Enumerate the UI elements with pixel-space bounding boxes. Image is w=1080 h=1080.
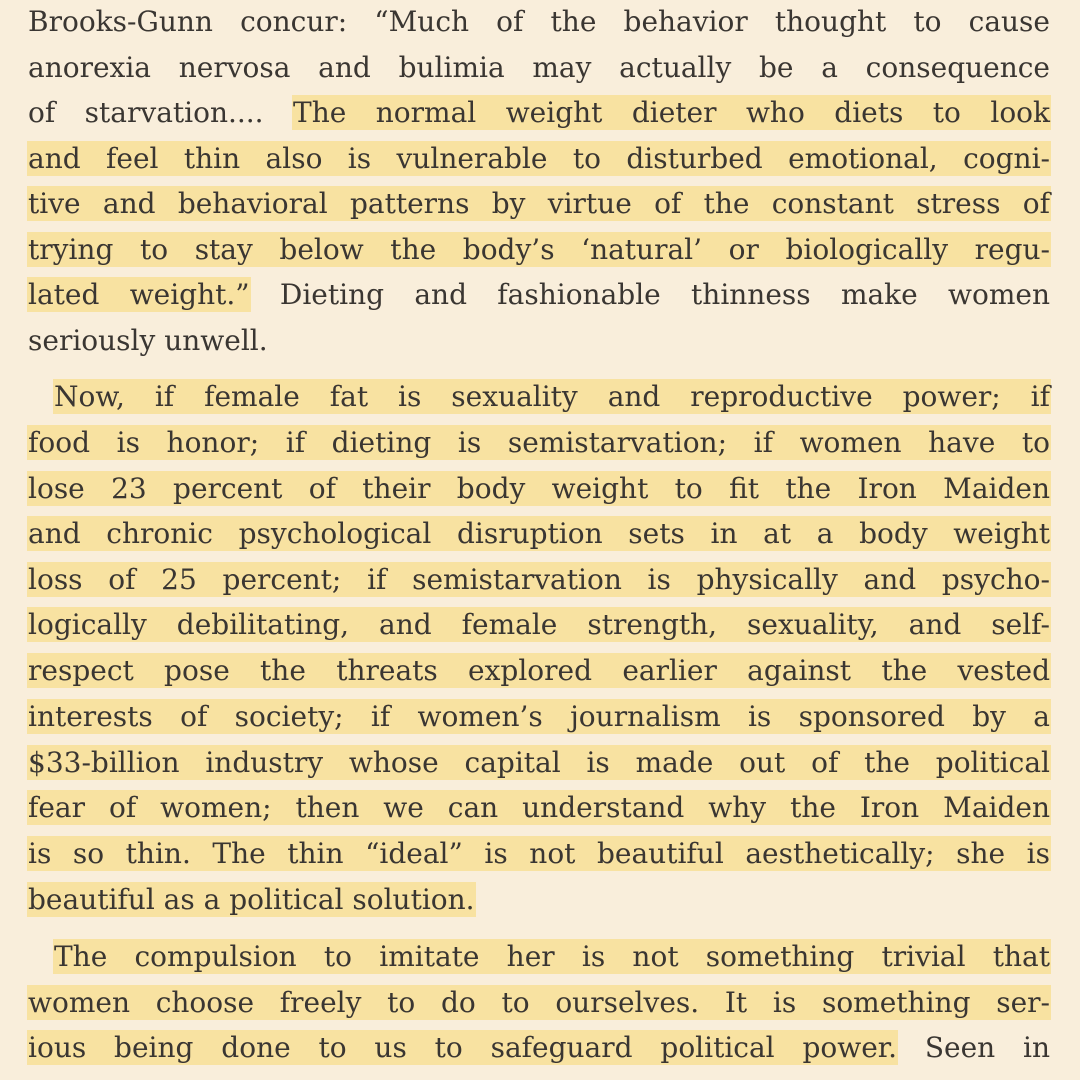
highlighted-text[interactable]: and chronic psychological disruption sets in at a body weight bbox=[28, 517, 1050, 550]
text-line bbox=[28, 1025, 1050, 1071]
text-line bbox=[28, 374, 1050, 420]
text-line bbox=[28, 272, 1050, 318]
highlighted-text[interactable]: beautiful as a political solution. bbox=[28, 883, 475, 916]
highlighted-text[interactable]: interests of society; if women’s journalism is sponsored by a bbox=[28, 700, 1050, 733]
text-line bbox=[28, 90, 1050, 136]
text-line bbox=[28, 136, 1050, 182]
highlighted-text[interactable]: respect pose the threats explored earlier against the vested bbox=[28, 654, 1050, 687]
text-line bbox=[28, 227, 1050, 273]
highlighted-text[interactable]: Now, if female fat is sexuality and reproductive power; if bbox=[54, 380, 1050, 413]
text-line bbox=[28, 466, 1050, 512]
text-line bbox=[28, 877, 1050, 923]
text-line bbox=[28, 980, 1050, 1026]
plain-text: of starvation.... bbox=[28, 96, 294, 129]
highlighted-text[interactable]: women choose freely to do to ourselves. It is something ser- bbox=[28, 986, 1050, 1019]
plain-text: anorexia nervosa and bulimia may actually be a consequence bbox=[28, 51, 1050, 84]
highlighted-text[interactable]: $33-billion industry whose capital is made out of the political bbox=[28, 746, 1050, 779]
highlighted-text[interactable]: trying to stay below the body’s ‘natural’ or biologically regu- bbox=[28, 233, 1050, 266]
text-line bbox=[28, 602, 1050, 648]
text-line bbox=[28, 0, 1050, 45]
highlighted-text[interactable]: ious being done to us to safeguard political power. bbox=[28, 1031, 897, 1064]
highlighted-text[interactable]: lated weight.” bbox=[28, 278, 250, 311]
text-line bbox=[28, 740, 1050, 786]
highlighted-text[interactable]: lose 23 percent of their body weight to fit the Iron Maiden bbox=[28, 472, 1050, 505]
plain-text: Dieting and fashionable thinness make women bbox=[249, 278, 1050, 311]
highlighted-text[interactable]: logically debilitating, and female strength, sexuality, and self- bbox=[28, 608, 1050, 641]
highlighted-text[interactable]: loss of 25 percent; if semistarvation is physically and psycho- bbox=[28, 563, 1050, 596]
plain-text: Brooks-Gunn concur: “Much of the behavior thought to cause bbox=[28, 5, 1050, 38]
highlighted-text[interactable]: tive and behavioral patterns by virtue of the constant stress of bbox=[28, 187, 1050, 220]
plain-text: Seen in bbox=[896, 1031, 1050, 1064]
text-line bbox=[28, 557, 1050, 603]
highlighted-text[interactable]: The normal weight dieter who diets to look bbox=[293, 96, 1050, 129]
text-line bbox=[28, 511, 1050, 557]
text-line bbox=[28, 694, 1050, 740]
highlighted-text[interactable]: The compulsion to imitate her is not something trivial that bbox=[54, 940, 1050, 973]
text-line bbox=[28, 648, 1050, 694]
highlighted-text[interactable]: fear of women; then we can understand why the Iron Maiden bbox=[28, 791, 1050, 824]
text-line bbox=[28, 318, 1050, 364]
text-line bbox=[28, 420, 1050, 466]
text-line bbox=[28, 45, 1050, 91]
highlighted-text[interactable]: is so thin. The thin “ideal” is not beautiful aesthetically; she is bbox=[28, 837, 1050, 870]
highlighted-text[interactable]: and feel thin also is vulnerable to disturbed emotional, cogni- bbox=[28, 142, 1050, 175]
text-line bbox=[28, 785, 1050, 831]
plain-text: seriously unwell. bbox=[28, 324, 268, 357]
text-line bbox=[28, 934, 1050, 980]
text-line bbox=[28, 181, 1050, 227]
highlighted-text[interactable]: food is honor; if dieting is semistarvation; if women have to bbox=[28, 426, 1050, 459]
text-line bbox=[28, 831, 1050, 877]
